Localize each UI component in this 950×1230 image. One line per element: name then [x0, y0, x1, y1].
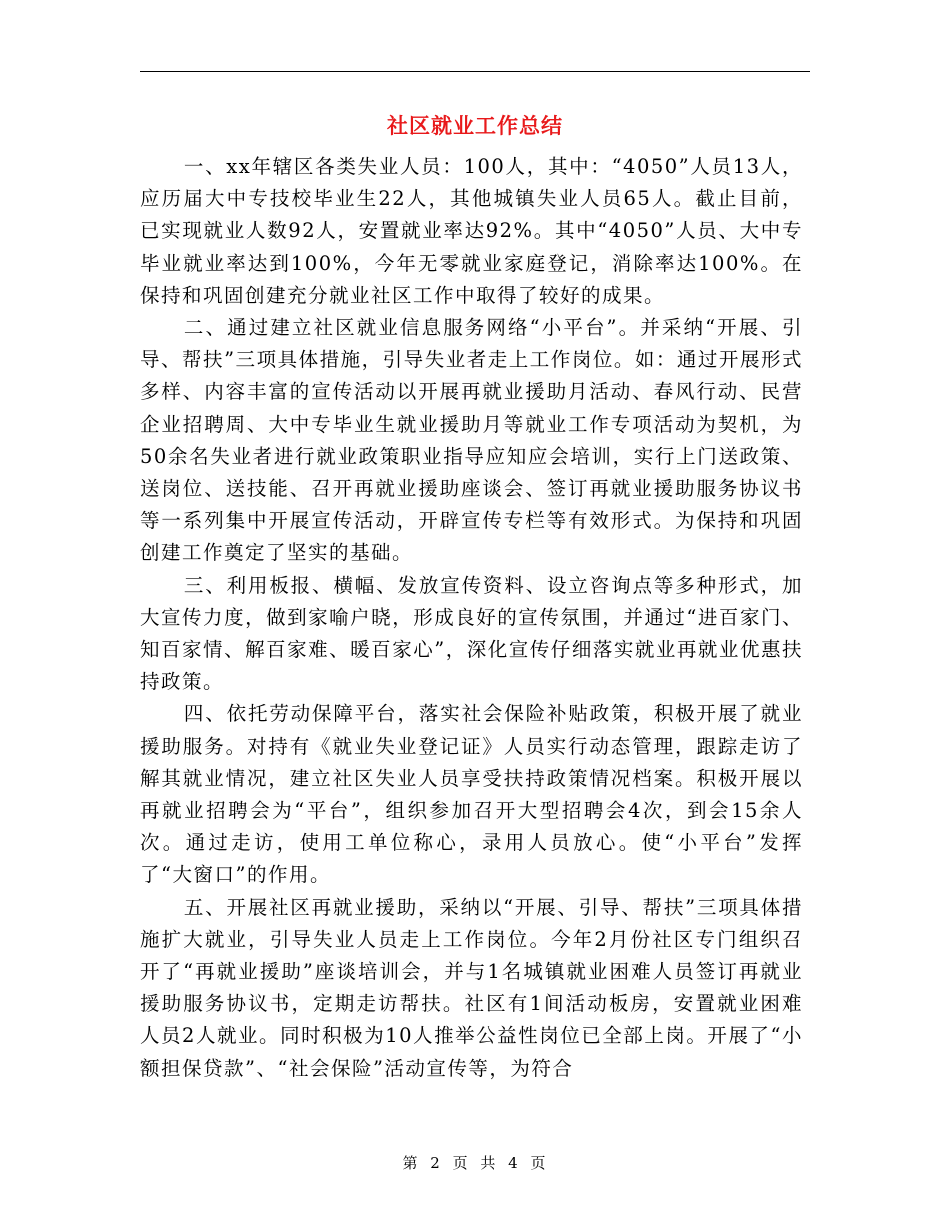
paragraph-3: 三、利用板报、横幅、发放宣传资料、设立咨询点等多种形式，加大宣传力度，做到家喻户晓，形成良好的宣传氛围，并通过“进百家门、知百家情、解百家难、暖百家心”，深化宣传仔细落实就业再就业优惠扶持政策。 [140, 573, 803, 694]
paragraph-2: 二、通过建立社区就业信息服务网络“小平台”。并采纳“开展、引导、帮扶”三项具体措施，引导失业者走上工作岗位。如：通过开展形式多样、内容丰富的宣传活动以开展再就业援助月活动、春风行动、民营企业招聘周、大中专毕业生就业援助月等就业工作专项活动为契机，为50余名失业者进行就业政策职业指导应知应会培训，实行上门送政策、送岗位、送技能、召开再就业援助座谈会、签订再就业援助服务协议书等一系列集中开展宣传活动，开辟宣传专栏等有效形式。为保持和巩固创建工作奠定了坚实的基础。 [140, 316, 803, 565]
document-title: 社区就业工作总结 [387, 114, 563, 138]
paragraph-1: 一、xx年辖区各类失业人员：100人，其中：“4050”人员13人，应历届大中专技校毕业生22人，其他城镇失业人员65人。截止目前，已实现就业人数92人，安置就业率达92%。其中“4050”人员、大中专毕业就业率达到100%，今年无零就业家庭登记，消除率达100%。在保持和巩固创建充分就业社区工作中取得了较好的成果。 [140, 155, 803, 307]
paragraph-5: 五、开展社区再就业援助，采纳以“开展、引导、帮扶”三项具体措施扩大就业，引导失业人员走上工作岗位。今年2月份社区专门组织召开了“再就业援助”座谈培训会，并与1名城镇就业困难人员签订再就业援助服务协议书，定期走访帮扶。社区有1间活动板房，安置就业困难人员2人就业。同时积极为10人推举公益性岗位已全部上岗。开展了“小额担保贷款”、“社会保险”活动宣传等，为符合 [140, 895, 803, 1080]
page-number-footer: 第 2 页 共 4 页 [402, 1154, 548, 1172]
header-rule [140, 71, 810, 72]
document-body [140, 151, 803, 1085]
paragraph-4: 四、依托劳动保障平台，落实社会保险补贴政策，积极开展了就业援助服务。对持有《就业失业登记证》人员实行动态管理，跟踪走访了解其就业情况，建立社区失业人员享受扶持政策情况档案。积极开展以再就业招聘会为“平台”，组织参加召开大型招聘会4次，到会15余人次。通过走访，使用工单位称心，录用人员放心。使“小平台”发挥了“大窗口”的作用。 [140, 702, 803, 887]
